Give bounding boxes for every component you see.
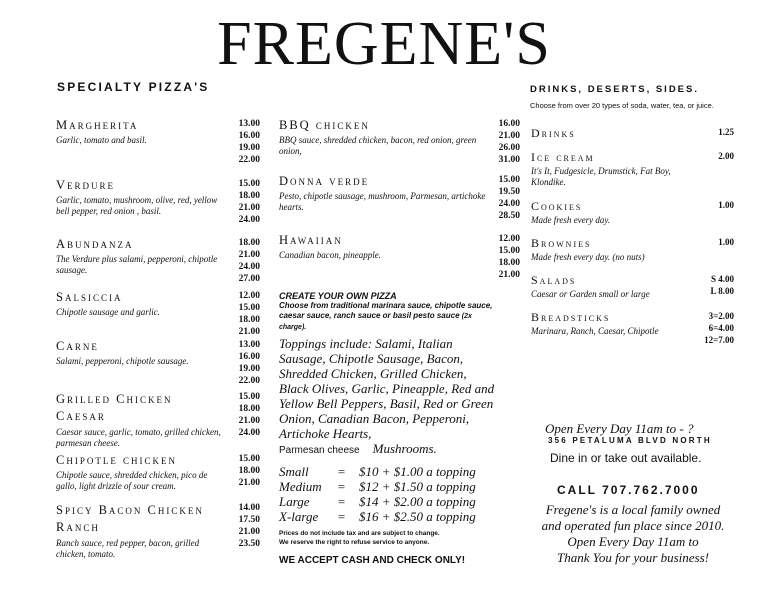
item-name: Chipotle chicken bbox=[56, 453, 177, 467]
price-value: 6=4.00 bbox=[708, 323, 734, 333]
price-value: 14.00 bbox=[238, 503, 260, 513]
price-value: 28.50 bbox=[498, 211, 520, 221]
price-value: 13.00 bbox=[238, 119, 260, 129]
closing-line: Thank You for your business! bbox=[557, 550, 709, 565]
side-description: It's It, Fudgesicle, Drumstick, Fat Boy, Klondike. bbox=[531, 166, 671, 187]
size-label: Large bbox=[279, 494, 310, 509]
price-value: 15.00 bbox=[238, 303, 260, 313]
item-prices bbox=[482, 233, 520, 281]
size-price: $10 + $1.00 a topping bbox=[359, 464, 476, 479]
side-item bbox=[531, 236, 701, 263]
size-eq: = bbox=[337, 494, 346, 509]
item-prices bbox=[222, 290, 260, 338]
size-price: $12 + $1.50 a topping bbox=[359, 479, 476, 494]
closing-line: and operated fun place since 2010. bbox=[541, 518, 725, 533]
price-value: 18.00 bbox=[238, 238, 260, 248]
side-name: Cookies bbox=[531, 199, 583, 213]
item-description: Salami, pepperoni, chipotle sausage. bbox=[56, 356, 189, 366]
refuse-note: We reserve the right to refuse service to anyone. bbox=[279, 539, 430, 546]
price-value: 24.00 bbox=[238, 215, 260, 225]
size-row-xlarge bbox=[279, 509, 497, 524]
side-description: Made fresh every day. (no nuts) bbox=[531, 252, 645, 262]
size-row-medium bbox=[279, 479, 497, 494]
menu-item bbox=[56, 178, 228, 217]
price-value: 15.00 bbox=[498, 246, 520, 256]
closing-message bbox=[528, 502, 738, 566]
price-value: 19.50 bbox=[498, 187, 520, 197]
phone-number: CALL 707.762.7000 bbox=[557, 483, 700, 497]
price-value: 18.00 bbox=[238, 191, 260, 201]
size-label: X-large bbox=[279, 509, 319, 524]
sauce-note bbox=[279, 301, 497, 333]
side-prices bbox=[690, 150, 734, 162]
price-value: 22.00 bbox=[238, 376, 260, 386]
item-description: Ranch sauce, red pepper, bacon, grilled chicken, tomato. bbox=[56, 538, 200, 559]
side-name: Ice cream bbox=[531, 150, 595, 164]
price-value: 21.00 bbox=[238, 527, 260, 537]
price-value: 1.00 bbox=[718, 200, 734, 210]
item-prices bbox=[222, 453, 260, 489]
menu-item bbox=[56, 391, 228, 449]
item-description: BBQ sauce, shredded chicken, bacon, red onion, green onion, bbox=[279, 135, 477, 156]
price-value: 31.00 bbox=[498, 155, 520, 165]
price-value: 12=7.00 bbox=[704, 335, 734, 345]
side-item bbox=[531, 273, 701, 300]
side-prices bbox=[690, 310, 734, 346]
parmesan-text: Parmesan cheese bbox=[279, 445, 360, 456]
side-description: Made fresh every day. bbox=[531, 215, 611, 225]
size-eq: = bbox=[337, 479, 346, 494]
price-value: 18.00 bbox=[498, 258, 520, 268]
size-row-large bbox=[279, 494, 497, 509]
size-label: Small bbox=[279, 464, 309, 479]
item-prices bbox=[482, 118, 520, 166]
side-prices bbox=[690, 273, 734, 297]
price-value: L 8.00 bbox=[710, 286, 734, 296]
hours-text: Open Every Day 11am to - ? bbox=[545, 421, 694, 436]
price-value: 19.00 bbox=[238, 143, 260, 153]
size-eq: = bbox=[337, 464, 346, 479]
item-description: Garlic, tomato, mushroom, olive, red, yellow bell pepper, red onion , basil. bbox=[56, 195, 218, 216]
price-value: 17.50 bbox=[238, 515, 260, 525]
sides-subnote: Choose from over 20 types of soda, water, tea, or juice. bbox=[530, 101, 714, 110]
mushrooms-text: Mushrooms. bbox=[372, 441, 437, 456]
item-prices bbox=[222, 237, 260, 285]
sauce-note-text: Choose from traditional marinara sauce, chipotle sauce, caesar sauce, ranch sauce or basil pesto sauce bbox=[279, 301, 493, 320]
price-value: S 4.00 bbox=[710, 274, 734, 284]
closing-line: Open Every Day 11am to bbox=[567, 534, 699, 549]
address-text: 356 PETALUMA BLVD NORTH bbox=[548, 436, 712, 445]
size-pricing bbox=[279, 464, 497, 524]
side-name: Drinks bbox=[531, 126, 576, 140]
price-value: 18.00 bbox=[238, 466, 260, 476]
item-name: Margherita bbox=[56, 118, 139, 132]
price-value: 2.00 bbox=[718, 151, 734, 161]
price-value: 19.00 bbox=[238, 364, 260, 374]
side-description: Marinara, Ranch, Caesar, Chipotle bbox=[531, 326, 659, 336]
item-name: Verdure bbox=[56, 178, 116, 192]
price-value: 12.00 bbox=[498, 234, 520, 244]
price-value: 1.00 bbox=[718, 237, 734, 247]
price-value: 15.00 bbox=[238, 392, 260, 402]
item-description: Chipotle sausage and garlic. bbox=[56, 307, 160, 317]
side-prices bbox=[690, 199, 734, 211]
tax-note: Prices do not include tax and are subject to change. bbox=[279, 530, 440, 537]
size-price: $16 + $2.50 a topping bbox=[359, 509, 476, 524]
item-prices bbox=[222, 391, 260, 439]
menu-item bbox=[56, 118, 228, 146]
price-value: 15.00 bbox=[238, 179, 260, 189]
item-description: Pesto, chipotle sausage, mushroom, Parmesan, artichoke hearts. bbox=[279, 191, 486, 212]
price-value: 21.00 bbox=[498, 131, 520, 141]
side-prices bbox=[690, 236, 734, 248]
side-item bbox=[531, 126, 701, 141]
specialty-pizza-header: SPECIALTY PIZZA'S bbox=[57, 80, 210, 94]
side-name: Brownies bbox=[531, 236, 592, 250]
menu-item bbox=[56, 502, 228, 560]
side-description: Caesar or Garden small or large bbox=[531, 289, 650, 299]
item-name: Carne bbox=[56, 339, 99, 353]
price-value: 16.00 bbox=[238, 352, 260, 362]
side-item bbox=[531, 199, 701, 226]
item-name: Hawaiian bbox=[279, 233, 343, 247]
item-name: Donna verde bbox=[279, 174, 370, 188]
menu-item bbox=[279, 233, 487, 261]
item-prices bbox=[222, 339, 260, 387]
item-description: Chipotle sauce, shredded chicken, pico de gallo, light drizzle of sour cream. bbox=[56, 470, 208, 491]
price-value: 16.00 bbox=[238, 131, 260, 141]
item-name: BBQ chicken bbox=[279, 118, 370, 132]
price-value: 26.00 bbox=[498, 143, 520, 153]
price-value: 1.25 bbox=[718, 127, 734, 137]
fine-print bbox=[279, 529, 497, 547]
price-value: 18.00 bbox=[238, 404, 260, 414]
price-value: 21.00 bbox=[238, 327, 260, 337]
item-description: Garlic, tomato and basil. bbox=[56, 135, 147, 145]
price-value: 15.00 bbox=[238, 454, 260, 464]
closing-line: Fregene's is a local family owned bbox=[545, 502, 721, 517]
price-value: 24.00 bbox=[238, 428, 260, 438]
side-item bbox=[531, 310, 701, 337]
menu-item bbox=[279, 118, 487, 157]
item-description: Canadian bacon, pineapple. bbox=[279, 250, 381, 260]
item-description: The Verdure plus salami, pepperoni, chipotle sausage. bbox=[56, 254, 218, 275]
size-label: Medium bbox=[279, 479, 322, 494]
charge-note: (2x charge). bbox=[279, 313, 472, 331]
price-value: 21.00 bbox=[238, 203, 260, 213]
toppings-list bbox=[279, 336, 497, 458]
side-name: Breadsticks bbox=[531, 310, 611, 324]
side-prices bbox=[690, 126, 734, 138]
item-prices bbox=[222, 178, 260, 226]
item-name: Grilled Chicken Caesar bbox=[56, 392, 173, 423]
item-prices bbox=[222, 118, 260, 166]
create-your-own-section bbox=[279, 291, 497, 566]
price-value: 3=2.00 bbox=[708, 311, 734, 321]
sides-header: DRINKS, DESERTS, SIDES. bbox=[530, 84, 699, 95]
toppings-text: Toppings include: Salami, Italian Sausage, Chipotle Sausage, Bacon, Shredded Chicken, Grilled Chicken, Black Olives, Garlic, Pineapple, Red and Yellow Bell Peppers, Basil, Red or Green Onion, Canadian Bacon, Pepperoni, Artichoke Hearts, bbox=[279, 336, 495, 441]
price-value: 21.00 bbox=[238, 478, 260, 488]
item-name: Spicy Bacon Chicken Ranch bbox=[56, 503, 204, 534]
payment-note: WE ACCEPT CASH AND CHECK ONLY! bbox=[279, 555, 466, 566]
item-prices bbox=[482, 174, 520, 222]
size-row-small bbox=[279, 464, 497, 479]
price-value: 21.00 bbox=[498, 270, 520, 280]
price-value: 12.00 bbox=[238, 291, 260, 301]
size-price: $14 + $2.00 a topping bbox=[359, 494, 476, 509]
price-value: 21.00 bbox=[238, 250, 260, 260]
size-eq: = bbox=[337, 509, 346, 524]
price-value: 27.00 bbox=[238, 274, 260, 284]
price-value: 16.00 bbox=[498, 119, 520, 129]
dine-in-text: Dine in or take out available. bbox=[550, 451, 702, 465]
item-name: Abundanza bbox=[56, 237, 134, 251]
price-value: 13.00 bbox=[238, 340, 260, 350]
item-name: Salsiccia bbox=[56, 290, 123, 304]
price-value: 23.50 bbox=[238, 539, 260, 549]
item-description: Caesar sauce, garlic, tomato, grilled chicken, parmesan cheese. bbox=[56, 427, 221, 448]
price-value: 21.00 bbox=[238, 416, 260, 426]
price-value: 18.00 bbox=[238, 315, 260, 325]
menu-item bbox=[56, 453, 228, 492]
side-item bbox=[531, 150, 701, 188]
price-value: 24.00 bbox=[498, 199, 520, 209]
menu-item bbox=[56, 237, 228, 276]
side-name: Salads bbox=[531, 273, 577, 287]
price-value: 24.00 bbox=[238, 262, 260, 272]
create-heading: CREATE YOUR OWN PIZZA bbox=[279, 291, 397, 301]
menu-item bbox=[56, 339, 228, 367]
price-value: 15.00 bbox=[498, 175, 520, 185]
restaurant-title: FREGENE'S bbox=[217, 10, 551, 78]
price-value: 22.00 bbox=[238, 155, 260, 165]
menu-item bbox=[279, 174, 487, 213]
item-prices bbox=[222, 502, 260, 550]
menu-item bbox=[56, 290, 228, 318]
